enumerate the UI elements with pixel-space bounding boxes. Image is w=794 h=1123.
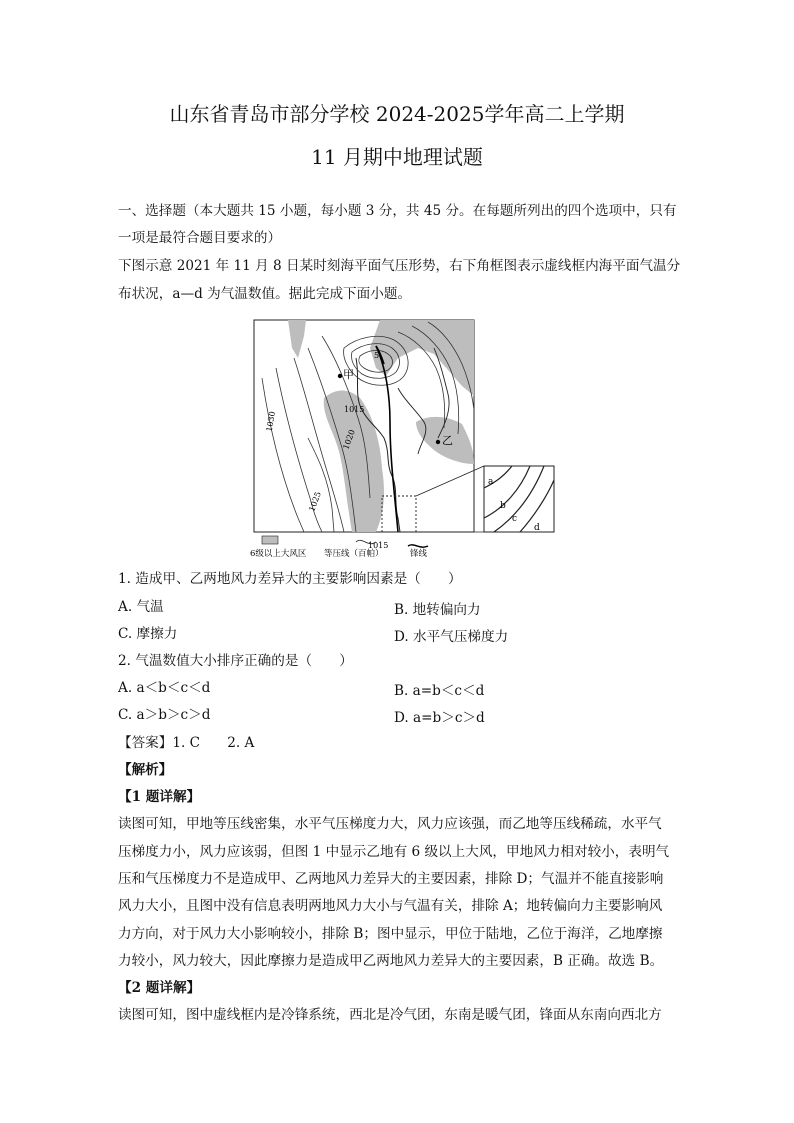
detail1-line: 压梯度力小，风力应该弱，但图 1 中显示乙地有 6 级以上大风，甲地风力相对较小，表明气 bbox=[118, 844, 670, 860]
title-line-1: 山东省青岛市部分学校 2024-2025学年高二上学期 bbox=[169, 102, 625, 126]
inset-label-b: b bbox=[500, 501, 506, 511]
isobar-label-small: 5 bbox=[374, 351, 380, 360]
q1-option-a: A. 气温 bbox=[118, 599, 164, 615]
section-heading-line-2: 一项是最符合题目要求的） bbox=[118, 230, 282, 246]
intro-line-2: 布状况，a—d 为气温数值。据此完成下面小题。 bbox=[118, 286, 412, 302]
detail1-line: 风力大小，且图中没有信息表明两地风力大小与气温有关，排除 A；地转偏向力主要影响风 bbox=[118, 898, 663, 914]
detail1-line: 读图可知，甲地等压线密集，水平气压梯度力大，风力应该强，而乙地等压线稀疏，水平气 bbox=[118, 816, 662, 832]
place-label-jia: 甲 bbox=[343, 368, 354, 381]
inset-label-d: d bbox=[534, 523, 540, 533]
q1-option-b: B. 地转偏向力 bbox=[394, 602, 481, 618]
place-label-yi: 乙 bbox=[442, 434, 453, 447]
detail2-heading: 【2 题详解】 bbox=[118, 980, 201, 996]
legend-front-swatch bbox=[408, 545, 428, 547]
detail2-line: 读图可知，图中虚线框内是冷锋系统，西北是冷气团，东南是暖气团，锋面从东南向西北方 bbox=[118, 1007, 662, 1023]
q2-option-c: C. a＞b＞c＞d bbox=[118, 707, 211, 723]
isobar-label-1020: 1020 bbox=[341, 428, 357, 451]
detail1-heading: 【1 题详解】 bbox=[118, 789, 201, 805]
location-dot-yi bbox=[436, 440, 440, 444]
q2-option-a: A. a＜b＜c＜d bbox=[118, 680, 211, 696]
detail1-line: 压和气压梯度力不是造成甲、乙两地风力差异大的主要因素，排除 D；气温并不能直接影响 bbox=[118, 871, 664, 887]
q2-option-b: B. a=b＜c＜d bbox=[394, 683, 485, 699]
location-dot-jia bbox=[338, 374, 342, 378]
q2-option-d: D. a=b＞c＞d bbox=[394, 710, 485, 726]
legend-isobar-label: 等压线（百帕） bbox=[324, 549, 384, 559]
isobar-label-1025: 1025 bbox=[307, 490, 323, 513]
q1-stem: 1. 造成甲、乙两地风力差异大的主要影响因素是（ ） bbox=[118, 571, 462, 587]
detail1-line: 力方向，对于风力大小影响较小，排除 B；图中显示，甲位于陆地，乙位于海洋，乙地摩擦 bbox=[118, 926, 663, 942]
q1-option-c: C. 摩擦力 bbox=[118, 626, 178, 642]
analysis-heading: 【解析】 bbox=[118, 762, 173, 778]
legend-gale-swatch bbox=[262, 536, 278, 544]
isobar-label-1015-a: 1015 bbox=[344, 405, 365, 414]
inset-frame bbox=[484, 466, 554, 532]
pressure-map-figure bbox=[248, 318, 558, 563]
legend-gale-label: 6级以上大风区 bbox=[250, 549, 307, 559]
inset-label-c: c bbox=[512, 514, 518, 524]
answer-line: 【答案】1. C 2. A bbox=[118, 735, 255, 751]
title-line-2: 11 月期中地理试题 bbox=[311, 145, 483, 169]
q1-option-d: D. 水平气压梯度力 bbox=[394, 629, 509, 645]
detail1-line: 力较小，风力较大，因此摩擦力是造成甲乙两地风力差异大的主要因素，B 正确。故选 B。 bbox=[118, 953, 664, 969]
legend-front-label: 锋线 bbox=[410, 549, 428, 559]
isobar-label-1030: 1030 bbox=[264, 410, 278, 433]
inset-label-a: a bbox=[488, 477, 494, 487]
section-heading-line-1: 一、选择题（本大题共 15 小题，每小题 3 分，共 45 分。在每题所列出的四个选项中，只有 bbox=[118, 203, 677, 219]
intro-line-1: 下图示意 2021 年 11 月 8 日某时刻海平面气压形势，右下角框图表示虚线框内海平面气温分 bbox=[118, 258, 681, 274]
isobar-label-1015-b: 1015 bbox=[368, 541, 389, 550]
q2-stem: 2. 气温数值大小排序正确的是（ ） bbox=[118, 653, 353, 669]
